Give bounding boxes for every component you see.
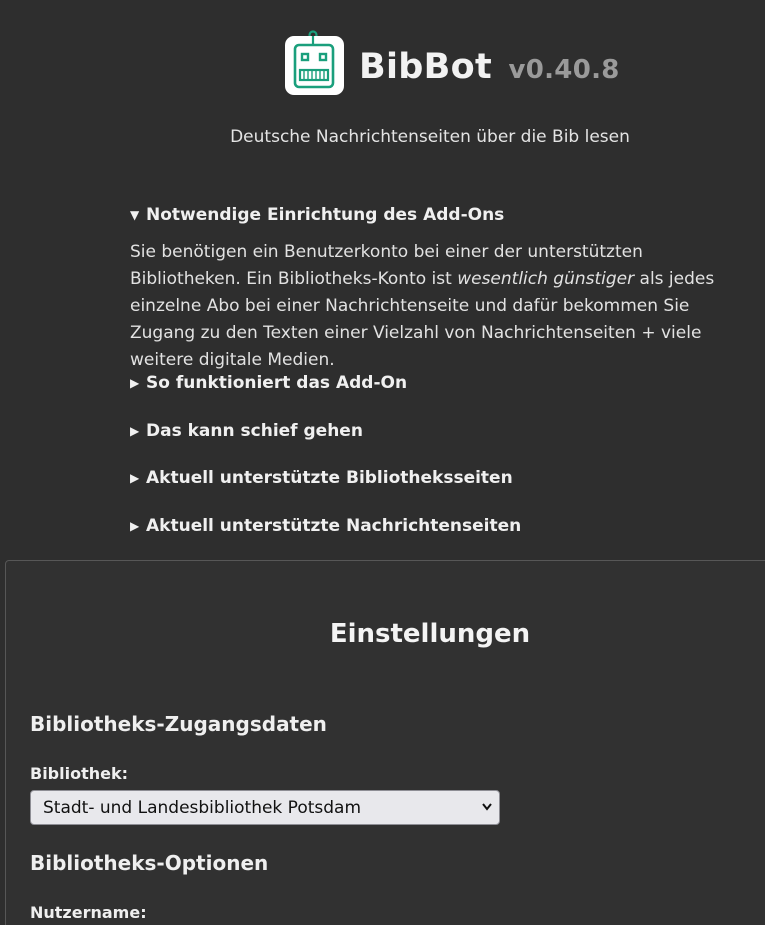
details-summary-troubleshooting[interactable] xyxy=(130,421,740,441)
chevron-down-icon xyxy=(481,800,493,814)
library-select[interactable] xyxy=(30,790,500,825)
details-summary-supported-news-sites[interactable] xyxy=(130,516,740,536)
details-body-text-1: Sie benötigen ein Benutzerkonto bei einer der unterstützten Bibliotheken. Ein Bibliotheks-Konto ist xyxy=(130,242,643,289)
details-supported-news-sites xyxy=(130,516,740,536)
details-setup xyxy=(130,205,740,374)
app-title xyxy=(359,47,620,87)
library-label: Bibliothek: xyxy=(30,764,129,783)
details-summary-label: Das kann schief gehen xyxy=(146,421,363,441)
header xyxy=(285,30,620,96)
settings-panel xyxy=(5,560,765,925)
details-summary-setup[interactable] xyxy=(130,205,740,225)
tagline: Deutsche Nachrichtenseiten über die Bib lesen xyxy=(230,127,630,147)
details-summary-label: Aktuell unterstützte Nachrichtenseiten xyxy=(146,516,522,536)
triangle-right-icon: ▶ xyxy=(130,376,140,390)
username-label: Nutzername: xyxy=(30,903,147,922)
triangle-down-icon: ▼ xyxy=(130,208,140,222)
triangle-right-icon: ▶ xyxy=(130,471,140,485)
details-summary-label: So funktioniert das Add-On xyxy=(146,373,408,393)
details-body-emphasis: wesentlich günstiger xyxy=(457,269,635,289)
details-summary-supported-libraries[interactable] xyxy=(130,468,740,488)
settings-title: Einstellungen xyxy=(329,619,531,649)
details-summary-label: Aktuell unterstützte Bibliotheksseiten xyxy=(146,468,513,488)
triangle-right-icon: ▶ xyxy=(130,424,140,438)
details-summary-label: Notwendige Einrichtung des Add-Ons xyxy=(146,205,505,225)
section-heading-access: Bibliotheks-Zugangsdaten xyxy=(30,712,327,736)
section-heading-options: Bibliotheks-Optionen xyxy=(30,851,269,875)
robot-icon xyxy=(285,30,344,96)
details-body-setup xyxy=(130,239,740,374)
library-select-value: Stadt- und Landesbibliothek Potsdam xyxy=(43,797,362,818)
app-name: BibBot xyxy=(359,47,492,87)
details-body-text-2: als jedes einzelne Abo bei einer Nachrichtenseite und dafür bekommen Sie Zugang zu den Texten einer Vielzahl von Nachrichtenseiten + viele weitere digitale Medien. xyxy=(130,269,715,370)
details-supported-libraries xyxy=(130,468,740,488)
details-troubleshooting xyxy=(130,421,740,441)
triangle-right-icon: ▶ xyxy=(130,519,140,533)
details-summary-how-it-works[interactable] xyxy=(130,373,740,393)
app-version: v0.40.8 xyxy=(508,55,620,85)
details-how-it-works xyxy=(130,373,740,393)
